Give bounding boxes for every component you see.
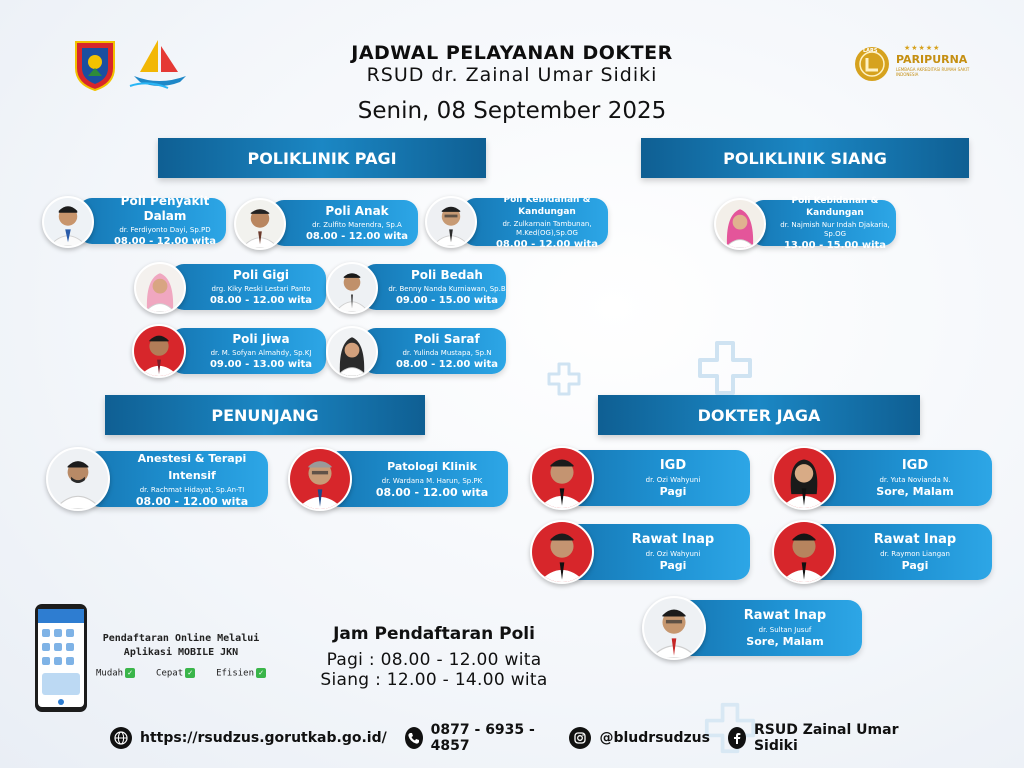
accreditation-stars: ★★★★★ — [904, 44, 941, 52]
shift: Pagi — [659, 485, 687, 498]
doctor-avatar-icon — [716, 200, 764, 248]
doctor-photo — [326, 326, 378, 378]
doctor-avatar-icon — [427, 198, 475, 246]
doctor-photo — [42, 196, 94, 248]
doctor-name: dr. Ozi Wahyuni — [645, 476, 701, 484]
doctor-name: dr. Ozi Wahyuni — [645, 550, 701, 558]
doctor-card[interactable] — [362, 264, 506, 310]
check-icon: ✓ — [256, 668, 266, 678]
doctor-card[interactable] — [750, 195, 896, 251]
plus-decoration-icon — [697, 340, 753, 396]
facebook-icon — [728, 727, 746, 749]
doctor-card[interactable] — [326, 451, 508, 507]
doctor-name: dr. Najmish Nur Indah Djakaria, Sp.OG — [780, 220, 890, 238]
doctor-name: dr. Yuta Novianda N. — [879, 476, 951, 484]
poli-name: Poli Jiwa — [232, 331, 290, 346]
shift: Pagi — [659, 559, 687, 572]
poli-name: Poli Bedah — [411, 267, 483, 282]
doctor-name: dr. Raymon Liangan — [880, 550, 950, 558]
accreditation-label: PARIPURNA — [896, 53, 968, 66]
phone-number[interactable]: 0877 - 6935 - 4857 — [430, 722, 535, 754]
regency-logo — [72, 38, 118, 92]
doctor-photo — [46, 447, 110, 511]
check-icon: ✓ — [185, 668, 195, 678]
benefit-item — [216, 668, 266, 679]
registration-title: Jam Pendaftaran Poli — [333, 624, 535, 644]
doctor-avatar-icon — [774, 448, 834, 508]
doctor-avatar-icon — [328, 328, 376, 376]
boat-logo — [128, 36, 190, 92]
instagram-handle[interactable]: @bludrsudzus — [599, 730, 710, 746]
doctor-photo — [530, 446, 594, 510]
unit-name: Rawat Inap — [743, 608, 827, 623]
doctor-photo — [132, 324, 186, 378]
doctor-avatar-icon — [136, 264, 184, 312]
doctor-photo — [326, 262, 378, 314]
benefit-label: Mudah — [96, 668, 124, 679]
shift: Sore, Malam — [746, 635, 824, 648]
doctor-avatar-icon — [236, 200, 284, 248]
doctor-card[interactable] — [362, 328, 506, 374]
doctor-name: drg. Kiky Reski Lestari Panto — [211, 284, 311, 293]
hospital-name: RSUD dr. Zainal Umar Sidiki — [366, 64, 658, 86]
doctor-avatar-icon — [532, 448, 592, 508]
doctor-photo — [772, 446, 836, 510]
schedule-time: 08.00 - 12.00 wita — [113, 236, 217, 247]
check-icon: ✓ — [125, 668, 135, 678]
contact-website[interactable] — [110, 727, 387, 749]
poli-name: Poli Gigi — [232, 267, 290, 282]
doctor-name: dr. Zulkarnain Tambunan, M.Ked(OG),Sp.OG — [502, 219, 592, 237]
schedule-time: 08.00 - 12.00 wita — [395, 358, 499, 370]
doctor-avatar-icon — [644, 598, 704, 658]
instagram-icon — [569, 727, 591, 749]
doctor-card[interactable] — [270, 200, 418, 246]
doctor-photo — [425, 196, 477, 248]
doctor-avatar-icon — [48, 449, 108, 509]
unit-name: IGD — [901, 458, 929, 473]
contact-phone[interactable] — [405, 722, 552, 754]
benefit-label: Efisien — [216, 668, 254, 679]
contact-facebook[interactable] — [728, 722, 912, 754]
accreditation-sub: LEMBAGA AKREDITASI RUMAH SAKIT INDONESIA — [896, 67, 970, 77]
jkn-benefits — [96, 668, 266, 679]
jkn-line1: Pendaftaran Online Melalui — [102, 633, 260, 644]
doctor-name: dr. Ferdiyonto Dayi, Sp.PD — [119, 226, 211, 234]
doctor-photo — [530, 520, 594, 584]
schedule-time: 09.00 - 15.00 wita — [395, 294, 499, 306]
poli-name: Anestesi & Terapi Intensif — [137, 451, 247, 482]
poli-name: Poli Saraf — [414, 331, 480, 346]
doctor-photo — [134, 262, 186, 314]
unit-name: IGD — [659, 458, 687, 473]
doctor-card[interactable] — [170, 328, 326, 374]
doctor-avatar-icon — [290, 449, 350, 509]
schedule-time: 08.00 - 12.00 wita — [135, 494, 249, 508]
doctor-avatar-icon — [328, 264, 376, 312]
doctor-name: dr. Yulinda Mustapa, Sp.N — [402, 348, 492, 357]
doctor-avatar-icon — [134, 326, 184, 376]
doctor-card[interactable] — [462, 194, 608, 250]
schedule-time: 13.00 - 15.00 wita — [783, 239, 887, 251]
benefit-item — [156, 668, 195, 679]
registration-pagi: Pagi : 08.00 - 12.00 wita — [326, 650, 542, 670]
shift: Sore, Malam — [876, 485, 954, 498]
doctor-name: dr. Sultan Jusuf — [758, 626, 812, 634]
doctor-card[interactable] — [86, 451, 268, 507]
shift: Pagi — [901, 559, 929, 572]
doctor-name: dr. Zulfito Marendra, Sp.A — [312, 220, 402, 229]
doctor-avatar-icon — [532, 522, 592, 582]
doctor-name: dr. Rachmat Hidayat, Sp.An-TI — [139, 485, 245, 494]
globe-icon — [110, 727, 132, 749]
plus-decoration-icon — [547, 362, 581, 396]
poli-name: Patologi Klinik — [387, 460, 477, 473]
section-poliklinik-pagi: POLIKLINIK PAGI — [158, 138, 486, 178]
section-dokter-jaga: DOKTER JAGA — [598, 395, 920, 435]
contact-bar — [110, 724, 930, 752]
poli-name: Poli Kebidanan & Kandungan — [791, 195, 879, 218]
benefit-item — [96, 668, 135, 679]
schedule-date: Senin, 08 September 2025 — [357, 98, 667, 124]
facebook-page[interactable]: RSUD Zainal Umar Sidiki — [753, 722, 899, 754]
schedule-time: 09.00 - 13.00 wita — [209, 358, 313, 370]
doctor-name: dr. M. Sofyan Almahdy, Sp.KJ — [210, 348, 312, 357]
doctor-photo — [642, 596, 706, 660]
doctor-photo — [288, 447, 352, 511]
doctor-name: dr. Wardana M. Harun, Sp.PK — [381, 477, 483, 485]
doctor-name: dr. Benny Nanda Kurniawan, Sp.B — [388, 284, 506, 293]
unit-name: Rawat Inap — [631, 532, 715, 547]
jkn-line2: Aplikasi MOBILE JKN — [123, 647, 239, 658]
doctor-photo — [234, 198, 286, 250]
poli-name: Poli Penyakit Dalam — [120, 194, 210, 223]
jkn-info — [96, 632, 266, 660]
phone-icon — [405, 727, 423, 749]
section-poliklinik-siang: POLIKLINIK SIANG — [641, 138, 969, 178]
schedule-time: 08.00 - 12.00 wita — [375, 486, 489, 499]
accreditation-badge — [854, 44, 974, 84]
website-url[interactable]: https://rsudzus.gorutkab.go.id/ — [140, 730, 387, 746]
benefit-label: Cepat — [156, 668, 184, 679]
schedule-time: 08.00 - 12.00 wita — [495, 238, 599, 250]
doctor-photo — [714, 198, 766, 250]
section-penunjang: PENUNJANG — [105, 395, 425, 435]
doctor-photo — [772, 520, 836, 584]
page-title: JADWAL PELAYANAN DOKTER — [351, 42, 673, 64]
poli-name: Poli Kebidanan & Kandungan — [503, 194, 591, 217]
lars-text: LARS — [863, 48, 878, 54]
doctor-avatar-icon — [44, 198, 92, 246]
doctor-card[interactable] — [78, 194, 226, 247]
schedule-time: 08.00 - 12.00 wita — [209, 294, 313, 306]
doctor-card[interactable] — [170, 264, 326, 310]
unit-name: Rawat Inap — [873, 532, 957, 547]
doctor-avatar-icon — [774, 522, 834, 582]
contact-instagram[interactable] — [569, 727, 709, 749]
poli-name: Poli Anak — [325, 203, 389, 218]
registration-siang: Siang : 12.00 - 14.00 wita — [320, 670, 548, 690]
mobile-jkn-phone-icon — [34, 603, 88, 713]
schedule-time: 08.00 - 12.00 wita — [305, 230, 409, 242]
